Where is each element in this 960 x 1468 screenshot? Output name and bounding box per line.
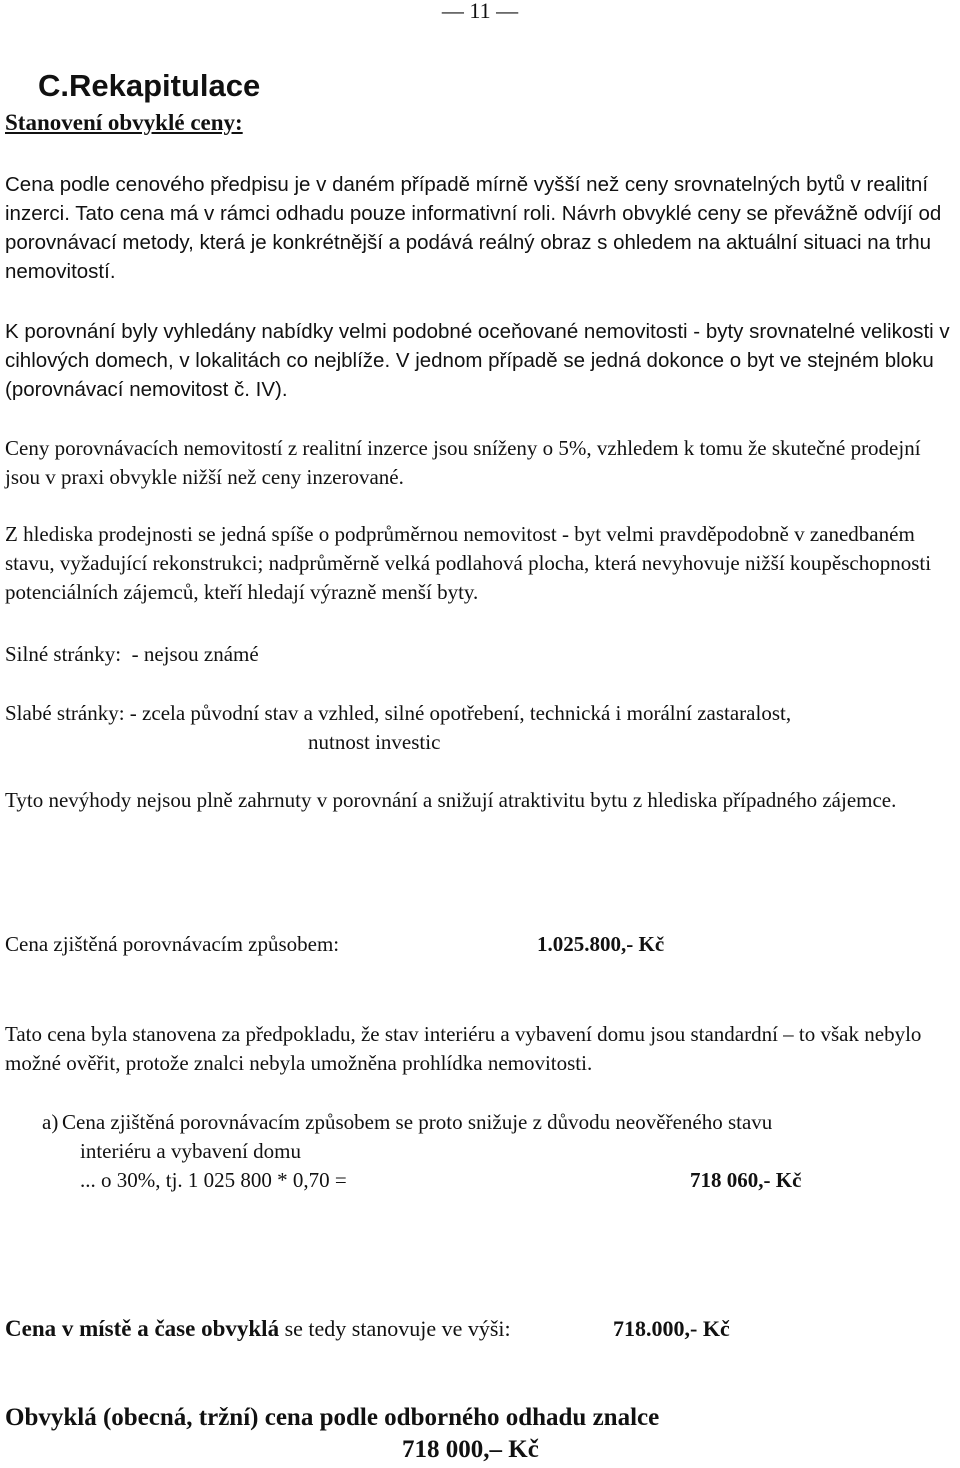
usual-price-line <box>5 1314 511 1344</box>
reduction-marker: a) <box>42 1110 59 1134</box>
comparison-price-label: Cena zjištěná porovnávacím způsobem: <box>5 932 340 956</box>
paragraph-assumption: Tato cena byla stanovena za předpokladu, že stav interiéru a vybavení domu jsou standardní – to však nebylo možné ověřit, protože znalci nebyla umožněna prohlídka nemovitosti. <box>5 1022 922 1075</box>
reduction-text-line1: Cena zjištěná porovnávacím způsobem se proto snižuje z důvodu neověřeného stavu <box>62 1110 773 1134</box>
reduction-calculation: ... o 30%, tj. 1 025 800 * 0,70 = <box>80 1168 347 1192</box>
section-heading: C.Rekapitulace <box>38 68 261 103</box>
weaknesses-line: Slabé stránky: - zcela původní stav a vzhled, silné opotřebení, technická i morální zastaralost, <box>5 701 792 725</box>
paragraph-price-regulation: Cena podle cenového předpisu je v daném případě mírně vyšší než ceny srovnatelných bytů v realitní inzerci. Tato cena má v rámci odhadu pouze informativní roli. Návrh obvyklé ceny se převážně odvíjí od porovnávací metody, která je konkrétnější a podává reálný obraz s ohledem na aktuální situaci na trhu nemovitostí. <box>5 173 942 283</box>
reduction-result: 718 060,- Kč <box>690 1168 802 1192</box>
page-number: — 11 — <box>441 0 519 23</box>
usual-price-bold-label: Cena v místě a čase obvyklá <box>5 1316 280 1341</box>
usual-price-value: 718.000,- Kč <box>613 1316 730 1341</box>
final-price-title: Obvyklá (obecná, tržní) cena podle odborného odhadu znalce <box>5 1404 660 1431</box>
final-price-value: 718 000,– Kč <box>402 1436 539 1463</box>
weaknesses-continuation: nutnost investic <box>308 730 441 754</box>
section-subheading: Stanovení obvyklé ceny: <box>5 110 243 135</box>
paragraph-comparison-offers: K porovnání byly vyhledány nabídky velmi podobné oceňované nemovitosti - byty srovnatelné velikosti v cihlových domech, v lokalitách co nejblíže. V jednom případě se jedná dokonce o byt ve stejném bloku (porovnávací nemovitost č. IV). <box>5 320 950 401</box>
usual-price-label: se tedy stanovuje ve výši: <box>279 1316 511 1341</box>
reduction-text-line2: interiéru a vybavení domu <box>80 1139 302 1163</box>
paragraph-disadvantages: Tyto nevýhody nejsou plně zahrnuty v porovnání a snižují atraktivitu bytu z hlediska případného zájemce. <box>5 788 897 812</box>
strengths-line: Silné stránky: - nejsou známé <box>5 642 259 666</box>
paragraph-price-reduction: Ceny porovnávacích nemovitostí z realitní inzerce jsou sníženy o 5%, vzhledem k tomu že skutečné prodejní jsou v praxi obvykle nižší než ceny inzerované. <box>5 436 921 489</box>
paragraph-marketability: Z hlediska prodejnosti se jedná spíše o podprůměrnou nemovitost - byt velmi pravděpodobně v zanedbaném stavu, vyžadující rekonstrukci; nadprůměrně velká podlahová plocha, která nevyhovuje nižší koupěschopnosti potenciálních zájemců, kteří hledají výrazně menší byty. <box>5 522 932 604</box>
comparison-price-value: 1.025.800,- Kč <box>537 932 665 956</box>
